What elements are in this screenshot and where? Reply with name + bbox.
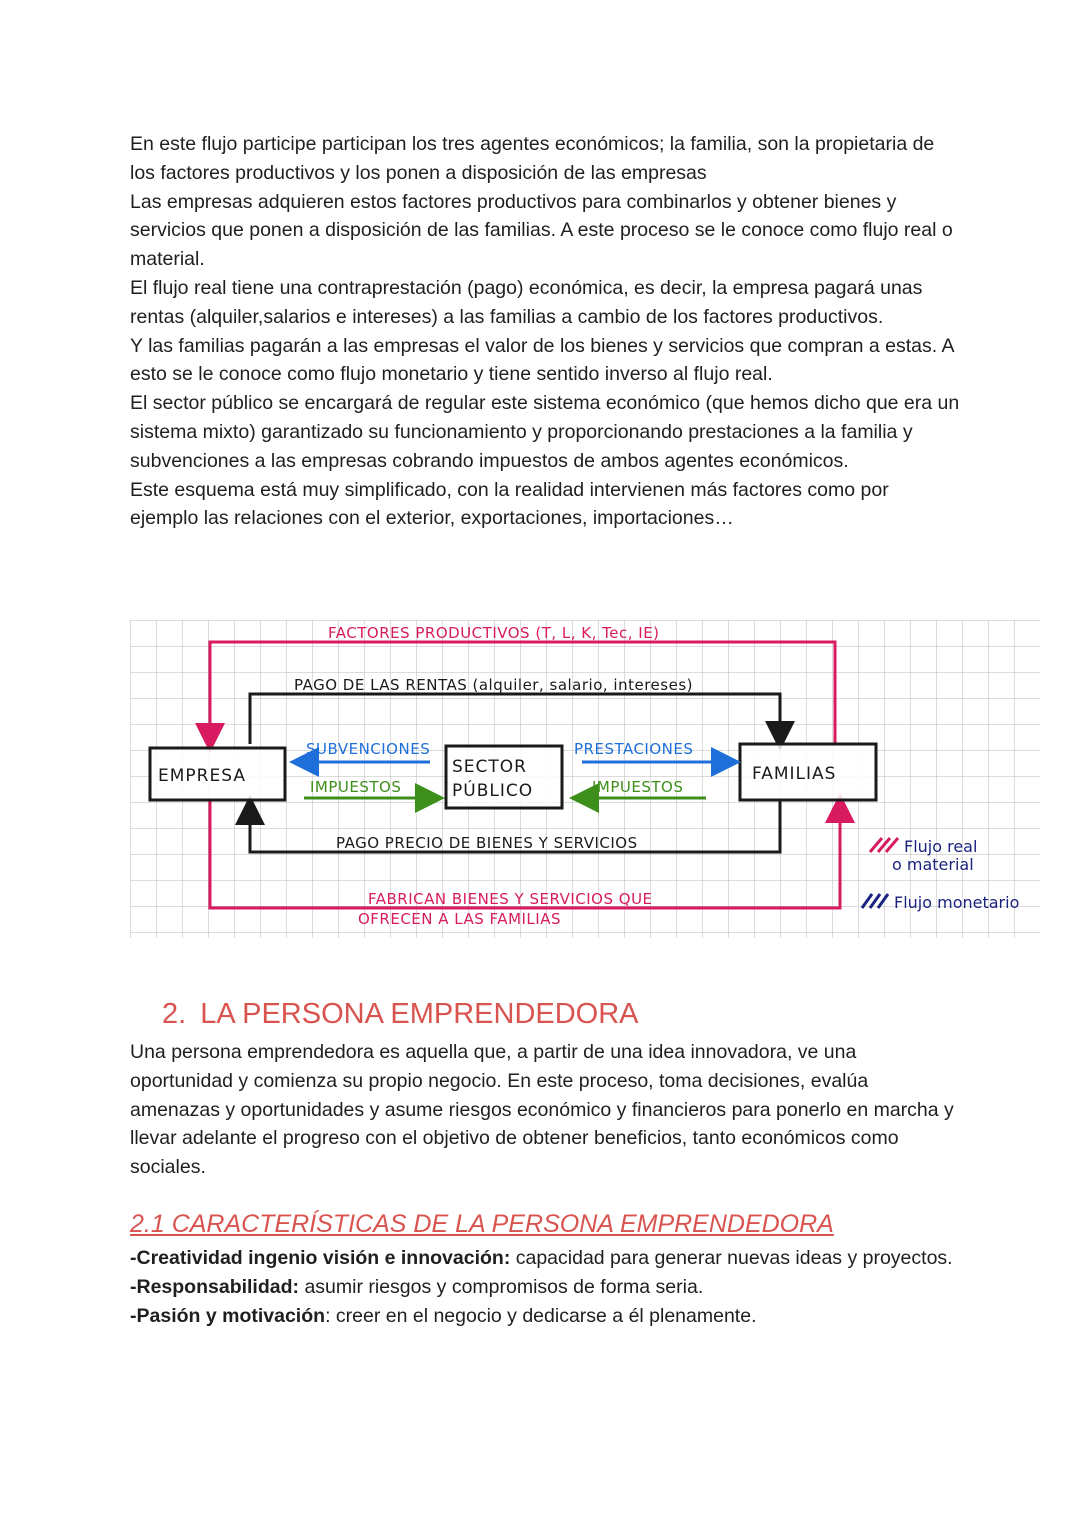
trait-text: asumir riesgos y compromisos de forma seria.	[299, 1275, 704, 1298]
paragraph: En este flujo participe participan los tres agentes económicos; la familia, son la propietaria de los factores productivos y los ponen a disposición de las empresas	[130, 133, 935, 184]
factores-label: FACTORES PRODUCTIVOS (T, L, K, Tec, IE)	[328, 624, 660, 642]
list-item	[130, 1302, 960, 1331]
section-title: LA PERSONA EMPRENDEDORA	[200, 998, 639, 1030]
circular-flow-diagram	[130, 620, 1040, 938]
section-2-body	[130, 1038, 960, 1182]
paragraph: Una persona emprendedora es aquella que, a partir de una idea innovadora, ve una oportunidad y comienza su propio negocio. En este proceso, toma decisiones, evalúa amenazas y oportunidades y asume riesgos económico y financieros para ponerlo en marcha y llevar adelante el progreso con el objetivo de obtener beneficios, tanto económicos como sociales.	[130, 1041, 954, 1179]
trait-text: capacidad para generar nuevas ideas y proyectos.	[510, 1247, 953, 1269]
section-number: 2.	[162, 998, 187, 1030]
paragraph: Y las familias pagarán a las empresas el valor de los bienes y servicios que compran a estas. A esto se le conoce como flujo monetario y tiene sentido inverso al flujo real.	[130, 334, 954, 386]
trait-label: -Pasión y motivación	[130, 1304, 326, 1327]
trait-label: -Creatividad ingenio visión e innovación:	[130, 1247, 511, 1269]
pago-rentas-label: PAGO DE LAS RENTAS (alquiler, salario, intereses)	[294, 676, 693, 694]
pago-precio-label: PAGO PRECIO DE BIENES Y SERVICIOS	[336, 834, 638, 852]
impuestos-left-label: IMPUESTOS	[310, 778, 402, 796]
intro-text	[130, 130, 960, 533]
paragraph: Las empresas adquieren estos factores productivos para combinarlos y obtener bienes y servicios que ponen a disposición de las familias. A este proceso se le conoce como flujo real o material.	[130, 190, 953, 271]
familias-label: FAMILIAS	[752, 764, 837, 784]
paragraph: Este esquema está muy simplificado, con la realidad intervienen más factores como por ejemplo las relaciones con el exterior, exportaciones, importaciones…	[130, 478, 889, 530]
trait-label: -Responsabilidad:	[130, 1275, 300, 1298]
fabrican-label-line2: OFRECEN A LAS FAMILIAS	[358, 910, 561, 928]
legend-real-label-line1: Flujo real	[904, 837, 978, 856]
section-2-1-heading: 2.1 CARACTERÍSTICAS DE LA PERSONA EMPRENDEDORA	[130, 1210, 834, 1238]
impuestos-right-label: IMPUESTOS	[592, 778, 684, 796]
section-2-heading	[162, 998, 639, 1031]
traits-list	[130, 1244, 960, 1330]
legend-real-label-line2: o material	[892, 855, 974, 874]
empresa-label: EMPRESA	[158, 766, 246, 786]
list-item	[130, 1273, 960, 1302]
sector-label-line2: PÚBLICO	[452, 781, 534, 801]
trait-text: : creer en el negocio y dedicarse a él plenamente.	[325, 1304, 757, 1327]
list-item	[130, 1244, 960, 1273]
sector-label-line1: SECTOR	[452, 757, 527, 777]
fabrican-label-line1: FABRICAN BIENES Y SERVICIOS QUE	[368, 890, 653, 908]
paragraph: El sector público se encargará de regular este sistema económico (que hemos dicho que era un sistema mixto) garantizado su funcionamiento y proporcionando prestaciones a la familia y subvenciones a las empresas cobrando impuestos de ambos agentes económicos.	[130, 392, 960, 472]
legend-monetary-label: Flujo monetario	[894, 893, 1020, 912]
paragraph: El flujo real tiene una contraprestación (pago) económica, es decir, la empresa pagará unas rentas (alquiler,salarios e intereses) a las familias a cambio de los factores productivos.	[130, 276, 923, 328]
prestaciones-label: PRESTACIONES	[574, 740, 694, 758]
subvenciones-label: SUBVENCIONES	[306, 740, 431, 758]
